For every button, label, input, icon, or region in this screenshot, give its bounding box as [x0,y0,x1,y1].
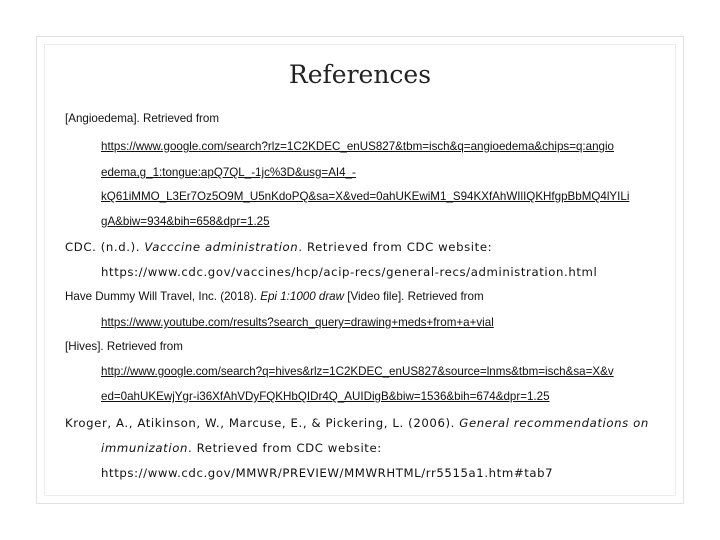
ref-5-tail: . Retrieved from CDC website: [187,441,382,455]
ref-2-tail: . Retrieved from CDC website: [298,240,493,254]
ref-2-title: Vacccine administration [144,240,299,254]
ref-5-title-part-1: General recommendations on [459,416,649,430]
ref-1-link-line-1[interactable]: https://www.google.com/search?rlz=1C2KDEC_enUS827&tbm=isch&q=angioedema&chips=q:angio [101,140,615,153]
ref-2-url: https://www.cdc.gov/vaccines/hcp/acip-recs/general-recs/administration.html [101,265,598,279]
ref-5-url: https://www.cdc.gov/MMWR/PREVIEW/MMWRHTML/rr5515a1.htm#tab7 [101,466,554,480]
ref-4-link-line-1[interactable]: http://www.google.com/search?q=hives&rlz=1C2KDEC_enUS827&source=lnms&tbm=isch&sa=X&v [101,365,614,378]
ref-3-link[interactable]: https://www.youtube.com/results?search_query=drawing+meds+from+a+vial [101,316,494,329]
ref-3-lead: Have Dummy Will Travel, Inc. (2018). [65,290,261,303]
ref-5-citation-cont [101,441,382,455]
ref-2-lead: CDC. (n.d.). [65,240,145,254]
ref-1-link-line-3[interactable]: kQ61iMMO_L3Er7Oz5O9M_U5nKdoPQ&sa=X&ved=0ahUKEwiM1_S94KXfAhWIlIQKHfgpBbMQ4lYILi [101,190,630,203]
ref-5-lead: Kroger, A., Atikinson, W., Marcuse, E., & Pickering, L. (2006). [65,416,460,430]
ref-5-title-part-2: immunization [101,441,188,455]
ref-4-link-line-2[interactable]: ed=0ahUKEwjYgr-i36XfAhVDyFQKHbQIDr4Q_AUIDigB&biw=1536&bih=674&dpr=1.25 [101,390,550,403]
ref-4-author: [Hives]. Retrieved from [65,340,183,353]
ref-3-tail: [Video file]. Retrieved from [344,290,484,303]
ref-3-citation [65,290,484,303]
ref-1-link-line-2[interactable]: edema,g_1:tongue:apQ7QL_-1jc%3D&usg=AI4_- [101,166,356,179]
ref-1-author: [Angioedema]. Retrieved from [65,112,220,125]
page-title: References [288,60,432,89]
ref-3-title: Epi 1:1000 draw [260,290,345,303]
ref-2-citation [65,240,492,254]
ref-5-citation [65,416,649,430]
ref-1-link-line-4[interactable]: gA&biw=934&bih=658&dpr=1.25 [101,215,270,228]
